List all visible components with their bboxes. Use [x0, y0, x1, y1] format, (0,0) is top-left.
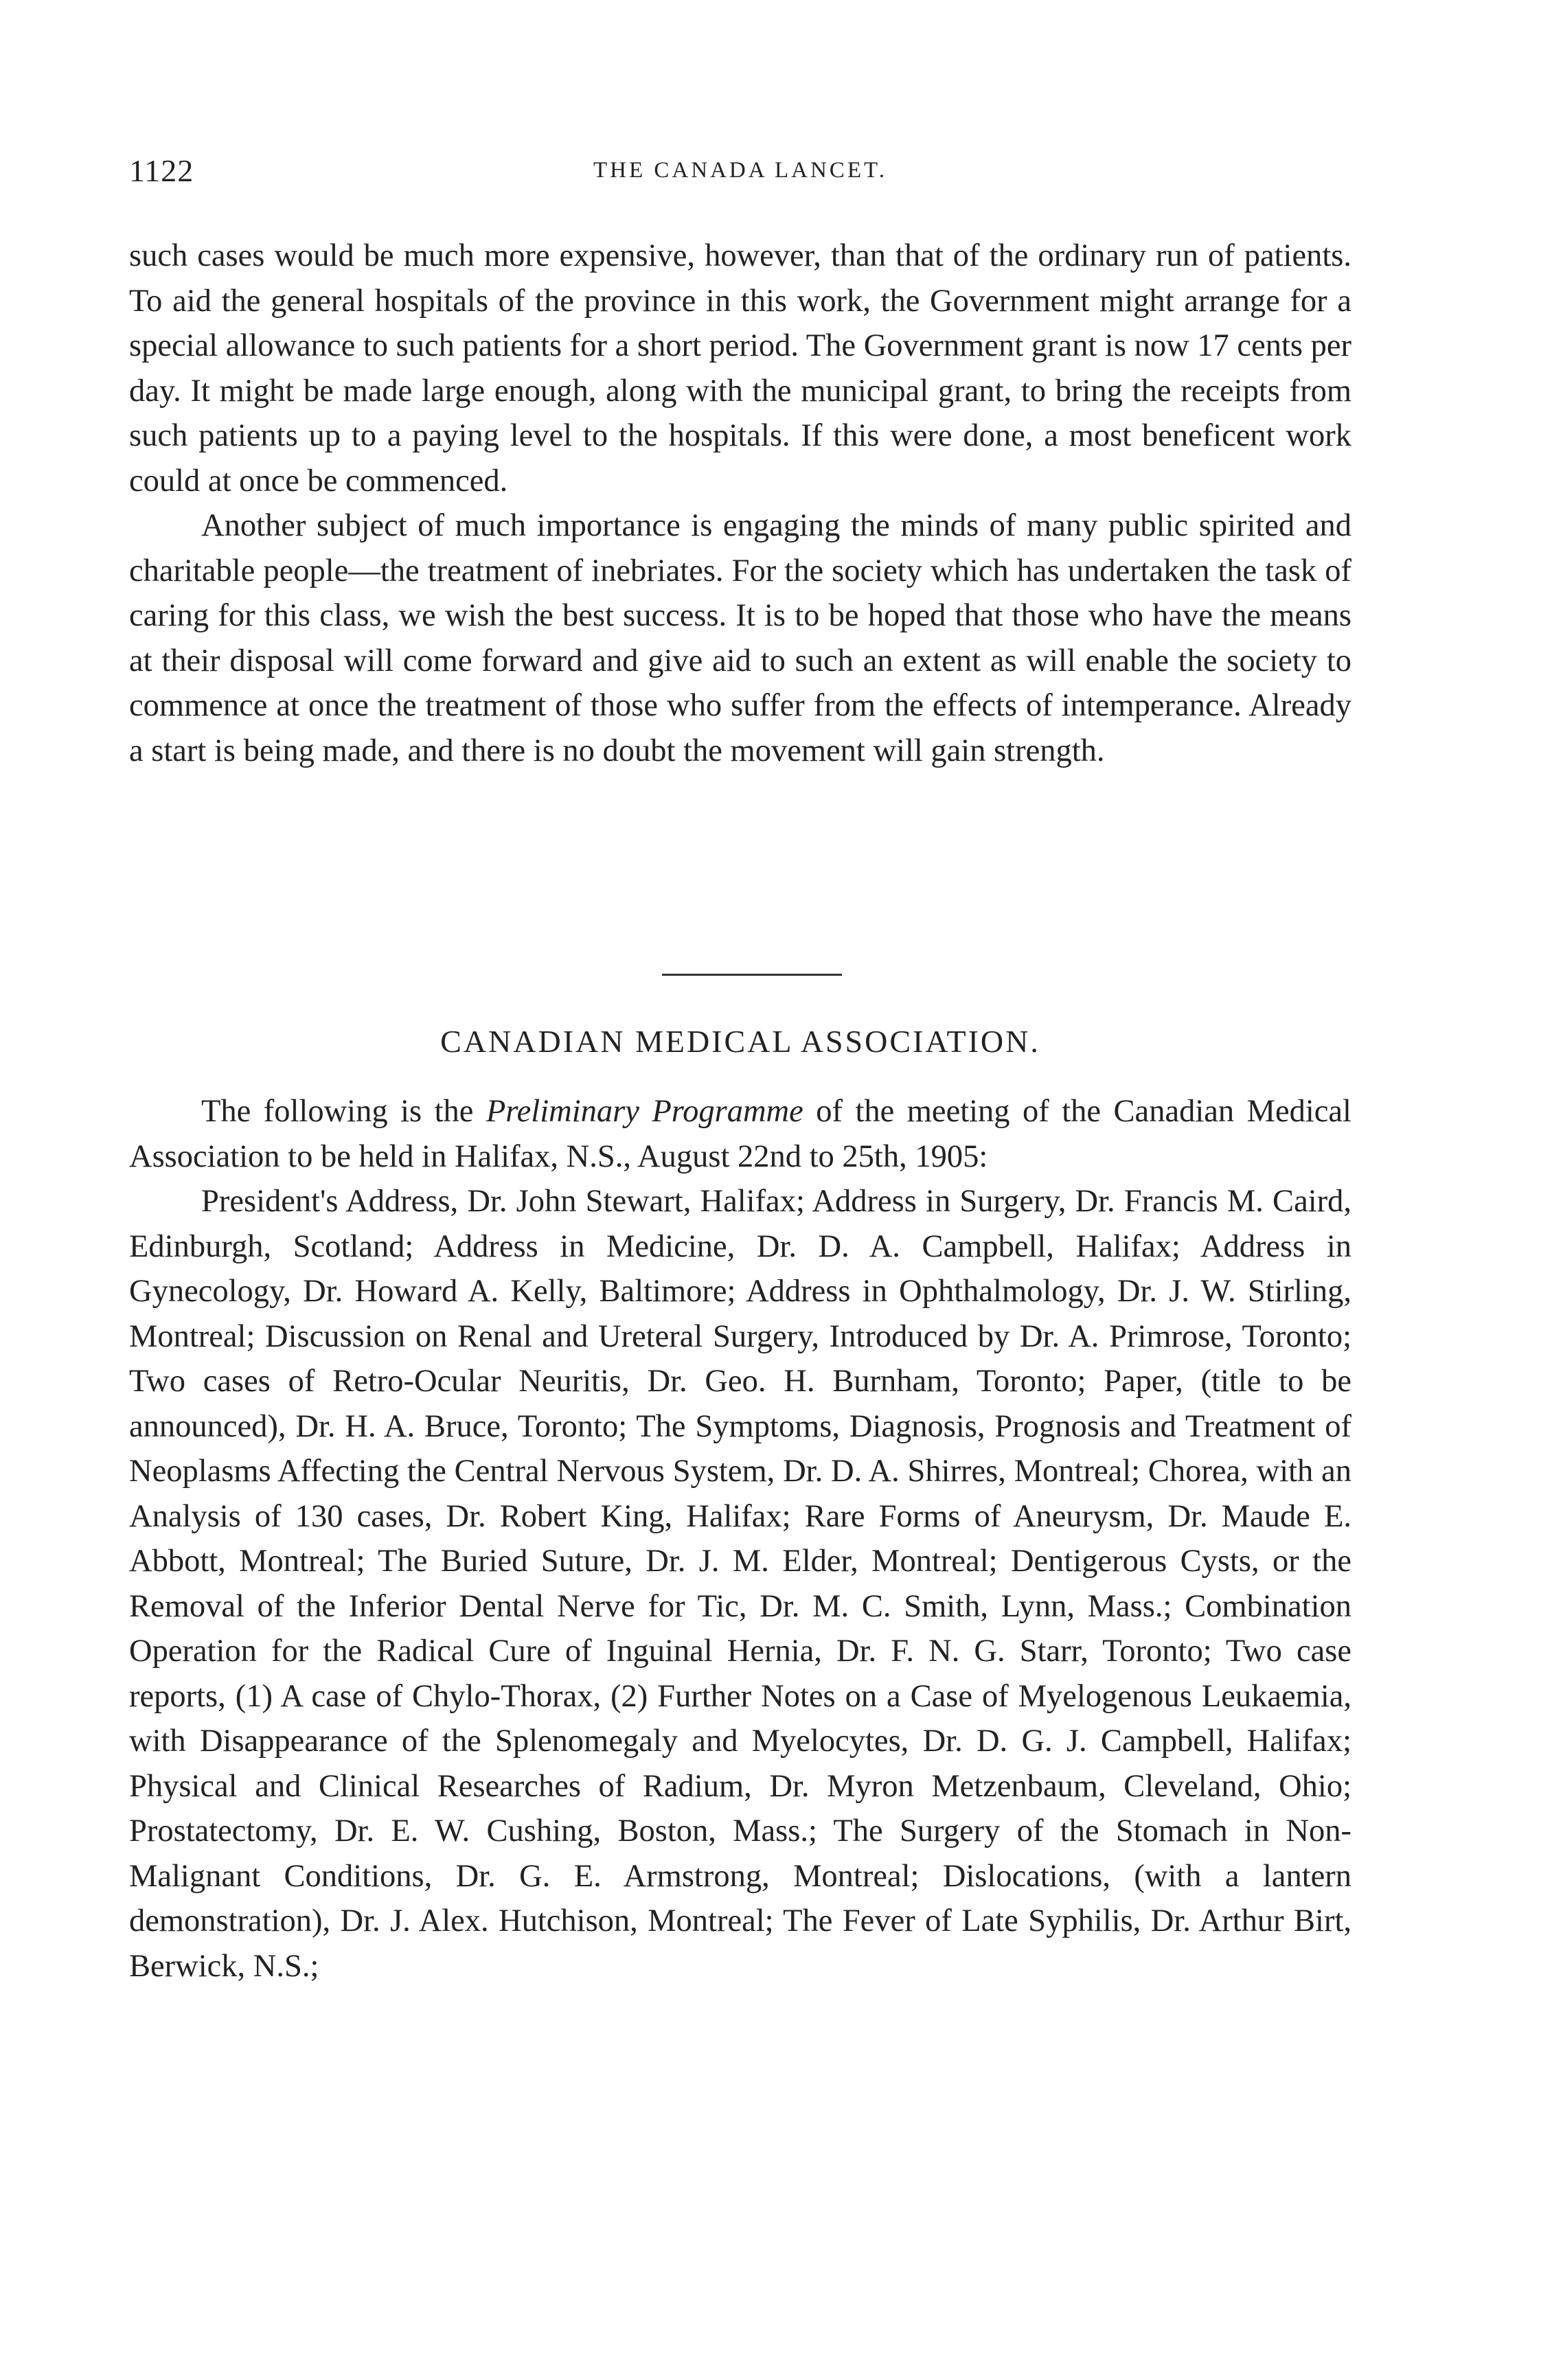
section-heading: CANADIAN MEDICAL ASSOCIATION.	[440, 1024, 1040, 1059]
paragraph-hospital-grants: such cases would be much more expensive, however, than that of the ordinary run of patients. To aid the general hospitals of the province in this work, the Government might arrange for a special allowance to such patients for a short period. The Government grant is now 17 cents per day. It might be made large enough, along with the municipal grant, to bring the receipts from such patients up to a paying level to the hospitals. If this were done, a most beneficent work could at once be commenced.	[129, 238, 1351, 499]
programme-intro-text-end: of the meeting of the Canadian Medical Association to be held in Halifax, N.S., August 22nd to 25th, 1905:	[129, 1094, 1351, 1174]
programme-intro-text: The following is the	[201, 1094, 486, 1129]
paragraph-inebriates: Another subject of much importance is engaging the minds of many public spirited and charitable people—the treatment of inebriates. For the society which has undertaken the task of caring for this class, we wish the best success. It is to be hoped that those who have the means at their disposal will come forward and give aid to such an extent as will enable the society to commence at once the treatment of those who suffer from the effects of intemperance. Already a start is being made, and there is no doubt the movement will gain strength.	[129, 508, 1351, 768]
section-divider	[662, 974, 842, 976]
programme-intro-italic: Preliminary Programme	[486, 1094, 803, 1129]
programme-intro	[129, 1089, 1351, 1179]
programme-text	[129, 1089, 1351, 1989]
journal-title: THE CANADA LANCET.	[593, 158, 887, 183]
page-number: 1122	[129, 153, 194, 188]
editorial-text	[129, 233, 1351, 773]
programme-list: President's Address, Dr. John Stewart, Halifax; Address in Surgery, Dr. Francis M. Caird, Edinburgh, Scotland; Address in Medicine, Dr. D. A. Campbell, Halifax; Address in Gynecology, Dr. Howard A. Kelly, Baltimore; Address in Ophthalmology, Dr. J. W. Stirling, Montreal; Discussion on Renal and Ureteral Surgery, Introduced by Dr. A. Primrose, Toronto; Two cases of Retro-Ocular Neuritis, Dr. Geo. H. Burnham, Toronto; Paper, (title to be announced), Dr. H. A. Bruce, Toronto; The Symptoms, Diagnosis, Prognosis and Treatment of Neoplasms Affecting the Central Nervous System, Dr. D. A. Shirres, Montreal; Chorea, with an Analysis of 130 cases, Dr. Robert King, Halifax; Rare Forms of Aneurysm, Dr. Maude E. Abbott, Montreal; The Buried Suture, Dr. J. M. Elder, Montreal; Dentigerous Cysts, or the Removal of the Inferior Dental Nerve for Tic, Dr. M. C. Smith, Lynn, Mass.; Combination Operation for the Radical Cure of Inguinal Hernia, Dr. F. N. G. Starr, Toronto; Two case reports, (1) A case of Chylo-Thorax, (2) Further Notes on a Case of Myelogenous Leukaemia, with Disappearance of the Splenomegaly and Myelocytes, Dr. D. G. J. Campbell, Halifax; Physical and Clinical Researches of Radium, Dr. Myron Metzenbaum, Cleveland, Ohio; Prostatectomy, Dr. E. W. Cushing, Boston, Mass.; The Surgery of the Stomach in Non-Malignant Conditions, Dr. G. E. Armstrong, Montreal; Dislocations, (with a lantern demonstration), Dr. J. Alex. Hutchison, Montreal; The Fever of Late Syphilis, Dr. Arthur Birt, Berwick, N.S.;	[129, 1184, 1351, 1984]
running-head	[129, 152, 1351, 194]
